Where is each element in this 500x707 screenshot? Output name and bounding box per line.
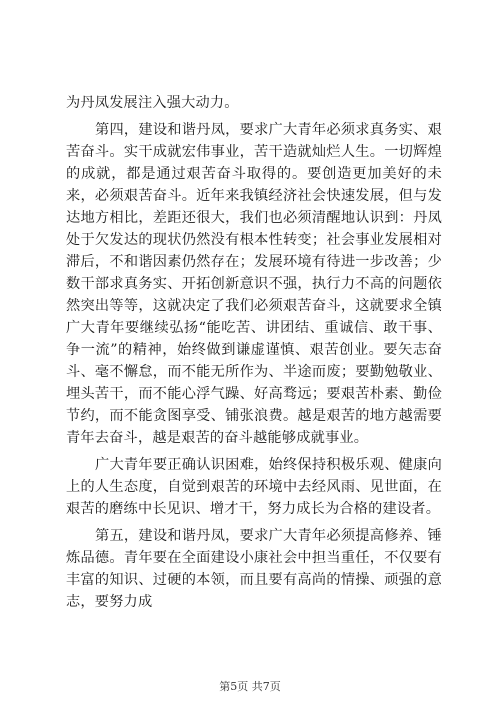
page-footer: 第5页 共7页: [219, 680, 281, 693]
document-body: [66, 92, 442, 613]
paragraph-3: 广大青年要正确认识困难，始终保持积极乐观、健康向上的人生态度，自觉到艰苦的环境中去经风雨、见世面，在艰苦的磨练中长见识、增才干，努力成长为合格的建设者。: [66, 457, 442, 517]
paragraph-4: 第五，建设和谐丹凤，要求广大青年必须提高修养、锤炼品德。青年要在全面建设小康社会中担当重任，不仅要有丰富的知识、过硬的本领，而且要有高尚的情操、顽强的意志，要努力成: [66, 528, 442, 610]
paragraph-1: 为丹凤发展注入强大动力。: [66, 95, 239, 111]
paragraph-2: 第四，建设和谐丹凤，要求广大青年必须求真务实、艰苦奋斗。实干成就宏伟事业，苦干造就灿烂人生。一切辉煌的成就，都是通过艰苦奋斗取得的。要创造更加美好的未来，必须艰苦奋斗。近年来我镇经济社会快速发展，但与发达地方相比，差距还很大，我们也必须清醒地认识到：丹凤处于欠发达的现状仍然没有根本性转变；社会事业发展相对滞后，不和谐因素仍然存在；发展环境有待进一步改善；少数干部求真务实、开拓创新意识不强，执行力不高的问题依然突出等等，这就决定了我们必须艰苦奋斗，这就要求全镇广大青年要继续弘扬“能吃苦、讲团结、重诚信、敢干事、争一流”的精神，始终做到谦虚谨慎、艰苦创业。要矢志奋斗、毫不懈怠，而不能无所作为、半途而废；要勤勉敬业、埋头苦干，而不能心浮气躁、好高骛远；要艰苦朴素、勤俭节约，而不能贪图享受、铺张浪费。越是艰苦的地方越需要青年去奋斗，越是艰苦的奋斗越能够成就事业。: [66, 122, 442, 446]
